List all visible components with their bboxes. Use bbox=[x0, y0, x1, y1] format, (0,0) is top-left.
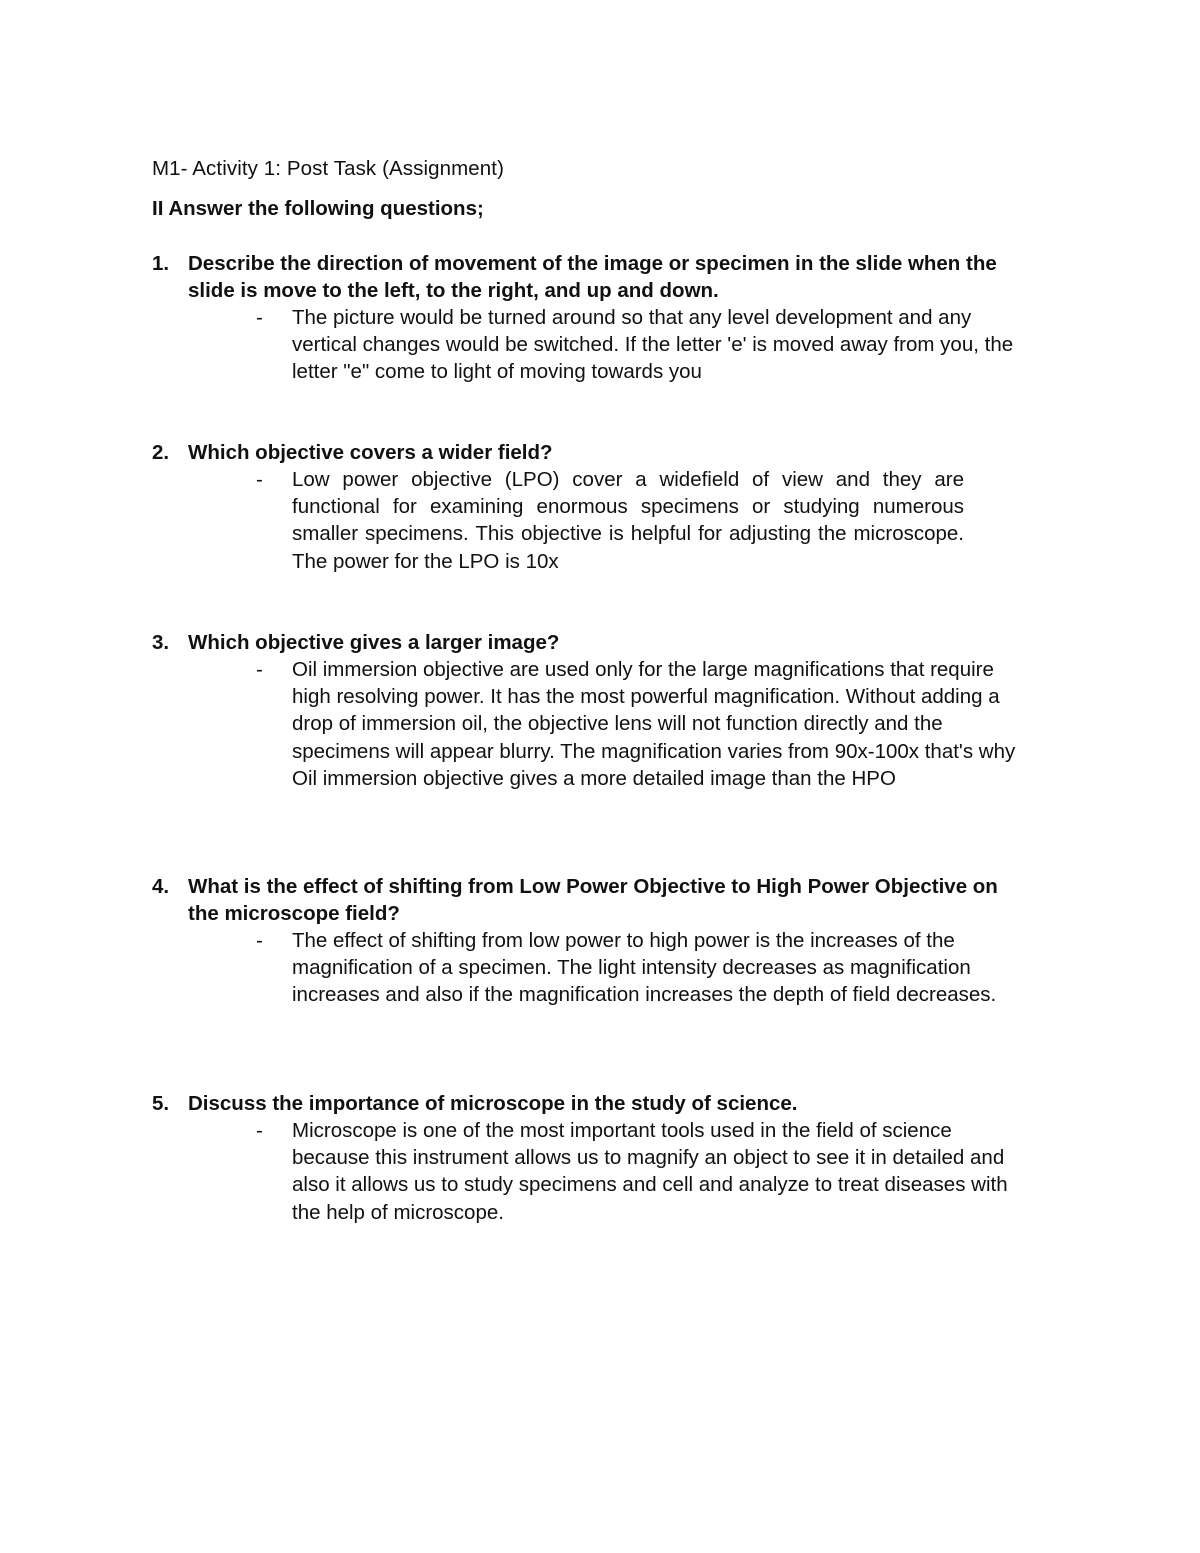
question-text: Which objective gives a larger image? bbox=[188, 631, 560, 654]
answer-text: Low power objective (LPO) cover a widefield of view and they are functional for examining enormous specimens or studying numerous smaller specimens. This objective is helpful for adjusting the microscope. The power for the LPO is 10x bbox=[292, 468, 964, 573]
answer-block bbox=[256, 656, 1032, 792]
answer-bullet: - bbox=[256, 468, 263, 491]
question-heading bbox=[152, 873, 1032, 927]
question-item-1 bbox=[152, 250, 1032, 386]
answer-block bbox=[256, 1117, 1032, 1226]
instruction-line: II Answer the following questions; bbox=[152, 197, 484, 220]
answer-text: Microscope is one of the most important tools used in the field of science because this instrument allows us to magnify an object to see it in detailed and also it allows us to study specimens and cell and analyze to treat diseases with the help of microscope. bbox=[292, 1119, 1008, 1224]
question-text: Describe the direction of movement of the image or specimen in the slide when the slide is move to the left, to the right, and up and down. bbox=[188, 252, 997, 302]
question-heading bbox=[152, 1090, 1032, 1117]
question-number: 4. bbox=[152, 875, 170, 898]
answer-bullet: - bbox=[256, 1119, 263, 1142]
answer-block bbox=[256, 466, 1032, 575]
question-number: 5. bbox=[152, 1092, 170, 1115]
question-item-3 bbox=[152, 629, 1032, 792]
question-heading bbox=[152, 439, 1032, 466]
question-heading bbox=[152, 629, 1032, 656]
question-item-4 bbox=[152, 873, 1032, 1009]
answer-bullet: - bbox=[256, 658, 263, 681]
answer-block bbox=[256, 927, 1032, 1009]
question-item-5 bbox=[152, 1090, 1032, 1226]
answer-text: The effect of shifting from low power to high power is the increases of the magnification of a specimen. The light intensity decreases as magnification increases and also if the magnification increases the depth of field decreases. bbox=[292, 929, 997, 1007]
question-text: Which objective covers a wider field? bbox=[188, 441, 553, 464]
answer-text: Oil immersion objective are used only for the large magnifications that require high resolving power. It has the most powerful magnification. Without adding a drop of immersion oil, the objective lens will not function directly and the specimens will appear blurry. The magnification varies from 90x-100x that's why Oil immersion objective gives a more detailed image than the HPO bbox=[292, 658, 1016, 790]
question-item-2 bbox=[152, 439, 1032, 575]
question-text: What is the effect of shifting from Low Power Objective to High Power Objective on the microscope field? bbox=[188, 875, 998, 925]
question-number: 3. bbox=[152, 631, 170, 654]
answer-block bbox=[256, 304, 1032, 386]
question-heading bbox=[152, 250, 1032, 304]
question-text: Discuss the importance of microscope in the study of science. bbox=[188, 1092, 798, 1115]
answer-text: The picture would be turned around so that any level development and any vertical changes would be switched. If the letter 'e' is moved away from you, the letter "e" come to light of moving towards you bbox=[292, 306, 1014, 384]
answer-bullet: - bbox=[256, 929, 263, 952]
document-title: M1- Activity 1: Post Task (Assignment) bbox=[152, 157, 505, 180]
question-number: 1. bbox=[152, 252, 170, 275]
question-number: 2. bbox=[152, 441, 170, 464]
answer-bullet: - bbox=[256, 306, 263, 329]
